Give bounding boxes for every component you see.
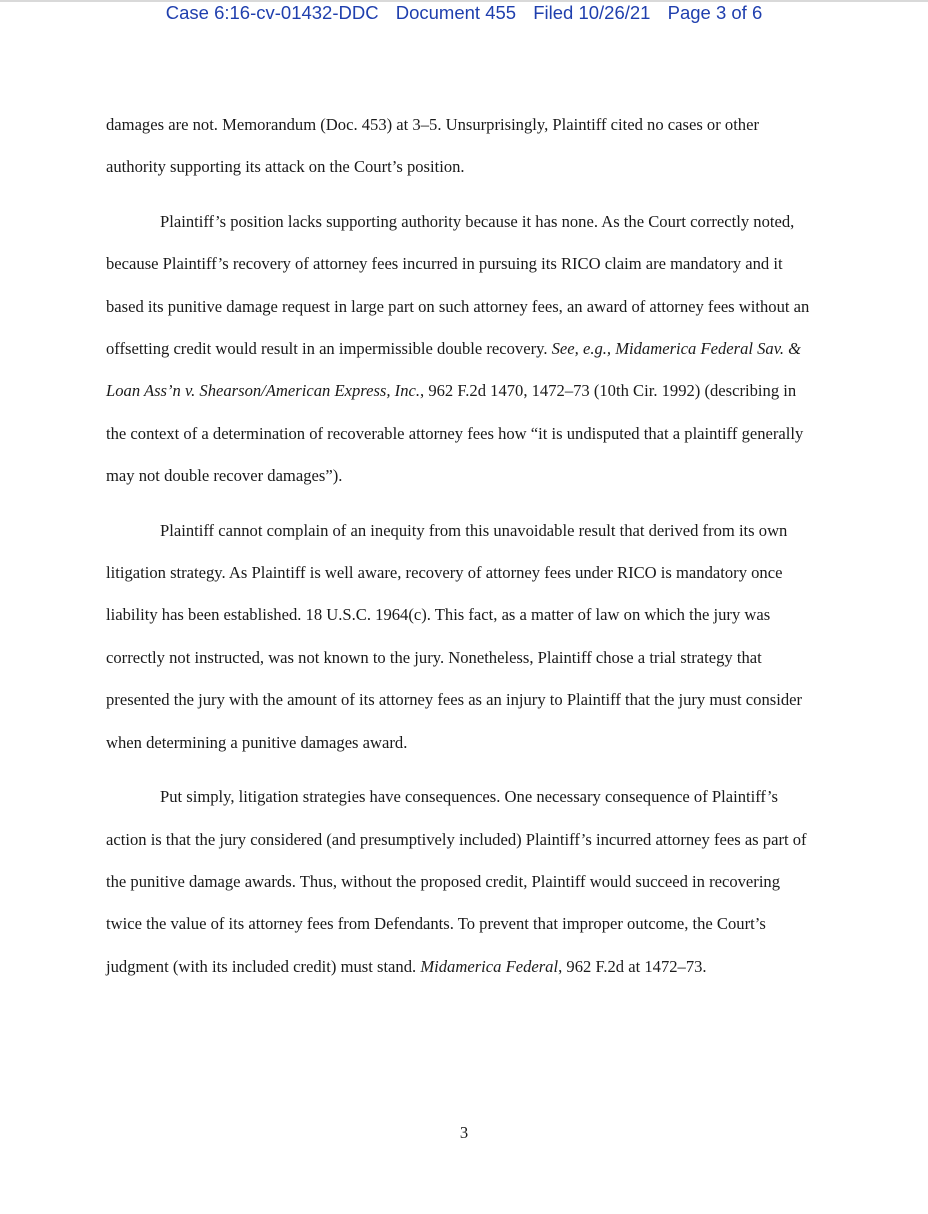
- page-indicator: Page 3 of 6: [667, 2, 763, 23]
- paragraph-3: Plaintiff cannot complain of an inequity from this unavoidable result that derived from its own litigation strategy. As Plaintiff is well aware, recovery of attorney fees under RICO is mandatory once liability has been established. 18 U.S.C. 1964(c). This fact, as a matter of law on which the jury was correctly not instructed, was not known to the jury. Nonetheless, Plaintiff chose a trial strategy that presented the jury with the amount of its attorney fees as an injury to Plaintiff that the jury must consider when determining a punitive damages award.: [106, 520, 803, 752]
- paragraph-2-citation-tail: , 962 F.2d 1470, 1472–73 (10th Cir. 1992) (describing in the context of a determination of recoverable attorney fees how “it is undisputed that a plaintiff generally may not double recover damages”).: [106, 381, 804, 486]
- paragraph-4: [106, 776, 820, 988]
- paragraph-4-text: Put simply, litigation strategies have consequences. One necessary consequence of Plaintiff’s action is that the jury considered (and presumptively included) Plaintiff’s incurred attorney fees as part of the punitive damage awards. Thus, without the proposed credit, Plaintiff would succeed in recovering twice the value of its attorney fees from Defendants. To prevent that improper outcome, the Court’s judgment (with its included credit) must stand.: [106, 787, 807, 976]
- paragraph-4-citation-tail: , 962 F.2d at 1472–73.: [558, 956, 707, 976]
- paragraph-2: [106, 201, 820, 498]
- paragraph-2-text: Plaintiff’s position lacks supporting authority because it has none. As the Court correctly noted, because Plaintiff’s recovery of attorney fees incurred in pursuing its RICO claim are mandatory and it based its punitive damage request in large part on such attorney fees, an award of attorney fees without an offsetting credit would result in an impermissible double recovery.: [106, 211, 810, 359]
- ecf-header: [0, 2, 928, 24]
- document-body: [106, 104, 820, 988]
- case-number: Case 6:16-cv-01432-DDC: [165, 2, 379, 23]
- case-citation-midamerica: See, e.g., Midamerica Federal Sav. & Loan Ass’n v. Shearson/American Express, Inc.: [106, 339, 802, 401]
- short-citation-midamerica: Midamerica Federal: [420, 956, 559, 976]
- document-number: Document 455: [395, 2, 517, 23]
- page-number: 3: [459, 1123, 469, 1142]
- paragraph-1: damages are not. Memorandum (Doc. 453) at 3–5. Unsurprisingly, Plaintiff cited no cases or other authority supporting its attack on the Court’s position.: [106, 115, 759, 177]
- filed-date: Filed 10/26/21: [533, 2, 651, 23]
